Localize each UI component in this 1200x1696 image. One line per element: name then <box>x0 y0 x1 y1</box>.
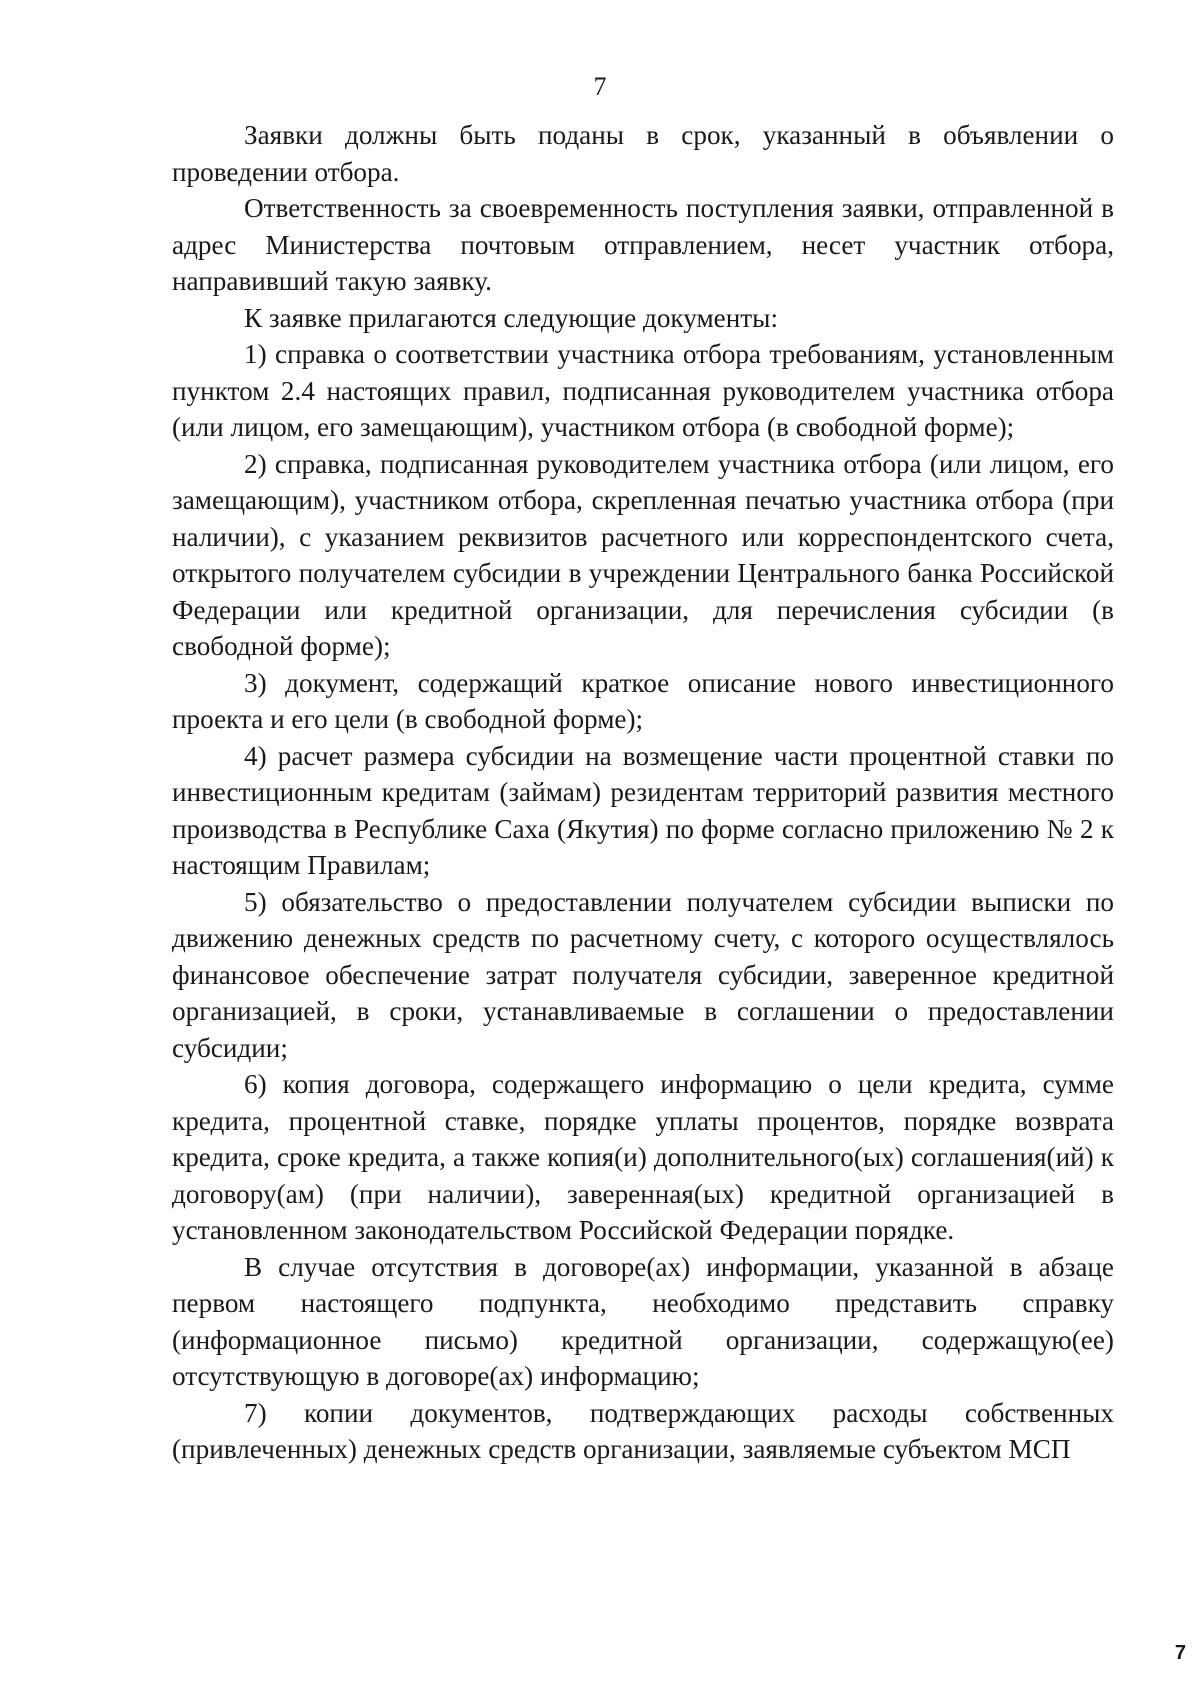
list-item-6: 6) копия договора, содержащего информацию о цели кредита, сумме кредита, процентной ставке, порядке уплаты процентов, порядке возврата кредита, сроке кредита, а также копия(и) дополнительного(ых) соглашения(ий) к договору(ам) (при наличии), заверенная(ых) кредитной организацией в установленном законодательством Российской Федерации порядке. <box>172 1069 1114 1245</box>
corner-page-mark: 7 <box>1174 1642 1186 1664</box>
paragraph-deadline: Заявки должны быть поданы в срок, указанный в объявлении о проведении отбора. <box>172 120 1114 187</box>
list-item-1: 1) справка о соответствии участника отбора требованиям, установленным пунктом 2.4 настоящих правил, подписанная руководителем участника отбора (или лицом, его замещающим), участником отбора (в свободной форме); <box>172 339 1114 442</box>
list-item-5: 5) обязательство о предоставлении получателем субсидии выписки по движению денежных средств по расчетному счету, с которого осуществлялось финансовое обеспечение затрат получателя субсидии, заверенное кредитной организацией, в сроки, устанавливаемые в соглашении о предоставлении субсидии; <box>172 886 1114 1063</box>
paragraph-missing-info: В случае отсутствия в договоре(ах) информации, указанной в абзаце первом настоящего подпункта, необходимо представить справку (информационное письмо) кредитной организации, содержащую(ее) отсутствующую в договоре(ах) информацию; <box>172 1251 1114 1391</box>
paragraph-responsibility: Ответственность за своевременность поступления заявки, отправленной в адрес Министерства почтовым отправлением, несет участник отбора, направивший такую заявку. <box>172 193 1114 296</box>
list-item-4: 4) расчет размера субсидии на возмещение части процентной ставки по инвестиционным кредитам (займам) резидентам территорий развития местного производства в Республике Саха (Якутия) по форме согласно приложению № 2 к настоящим Правилам; <box>172 740 1114 880</box>
page-number: 7 <box>593 72 607 101</box>
list-item-7: 7) копии документов, подтверждающих расходы собственных (привлеченных) денежных средств организации, заявляемые субъектом МСП <box>172 1397 1114 1464</box>
paragraph-attachments-intro: К заявке прилагаются следующие документы: <box>244 302 778 333</box>
document-body <box>172 117 1114 1468</box>
list-item-2: 2) справка, подписанная руководителем участника отбора (или лицом, его замещающим), участником отбора, скрепленная печатью участника отбора (при наличии), с указанием реквизитов расчетного или корреспондентского счета, открытого получателем субсидии в учреждении Центрального банка Российской Федерации или кредитной организации, для перечисления субсидии (в свободной форме); <box>172 448 1114 661</box>
list-item-3: 3) документ, содержащий краткое описание нового инвестиционного проекта и его цели (в свободной форме); <box>172 667 1114 734</box>
